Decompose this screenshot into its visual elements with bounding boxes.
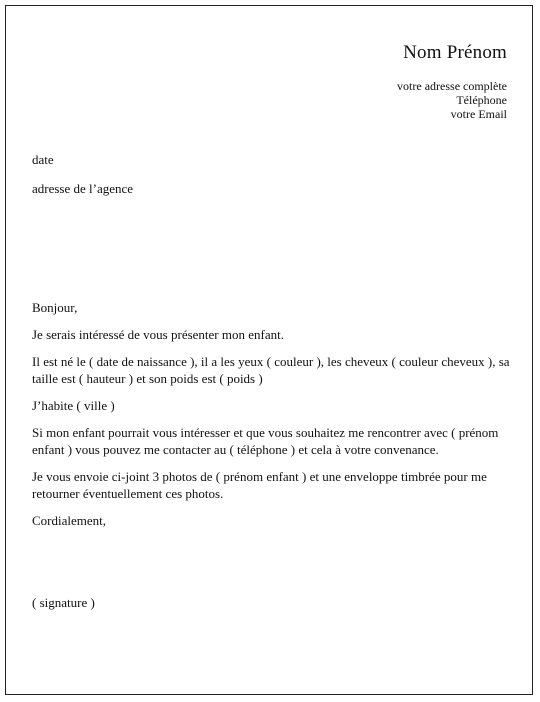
sender-address: votre adresse complète bbox=[397, 79, 507, 93]
sender-phone: Téléphone bbox=[456, 93, 507, 107]
paragraph-city: J’habite ( ville ) bbox=[32, 398, 115, 413]
paragraph-child-description: Il est né le ( date de naissance ), il a les yeux ( couleur ), les cheveux ( couleur cheveux ), sa taille est ( hauteur ) et son poids est ( poids ) bbox=[32, 354, 510, 386]
paragraph-intro: Je serais intéressé de vous présenter mon enfant. bbox=[32, 327, 284, 342]
letter-date: date bbox=[32, 152, 54, 167]
sender-email: votre Email bbox=[450, 107, 507, 121]
sender-name: Nom Prénom bbox=[403, 42, 507, 63]
sender-contact-block bbox=[397, 79, 507, 121]
signature: ( signature ) bbox=[32, 595, 95, 610]
greeting: Bonjour, bbox=[32, 300, 78, 315]
paragraph-contact: Si mon enfant pourrait vous intéresser et que vous souhaitez me rencontrer avec ( prénom enfant ) vous pouvez me contacter au ( téléphone ) et cela à votre convenance. bbox=[32, 425, 499, 457]
closing: Cordialement, bbox=[32, 513, 107, 528]
paragraph-photos: Je vous envoie ci-joint 3 photos de ( prénom enfant ) et une enveloppe timbrée pour me retourner éventuellement ces photos. bbox=[32, 469, 487, 501]
agency-address: adresse de l’agence bbox=[32, 181, 134, 196]
letter-body bbox=[32, 299, 510, 539]
letter-page bbox=[5, 5, 533, 695]
